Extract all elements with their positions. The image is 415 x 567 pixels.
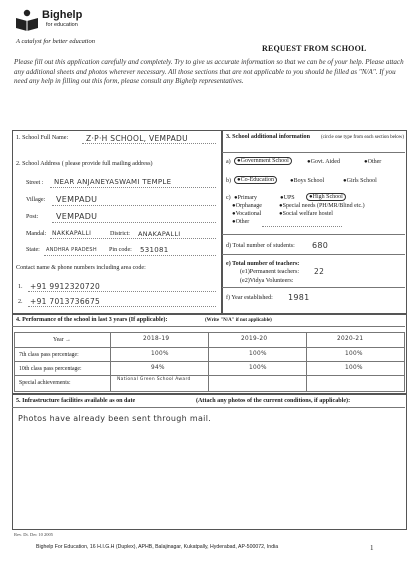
village-label: Village: xyxy=(26,197,46,203)
year-col-2: 2019-20 xyxy=(241,336,268,342)
contact-label: Contact name & phone numbers including area code: xyxy=(16,265,146,271)
row-10th-label: 10th class pass percentage: xyxy=(19,366,82,372)
address-label: 2. School Address ( please provide full mailing address) xyxy=(16,161,153,167)
option-other-type[interactable]: ●Other xyxy=(364,159,382,165)
state-label: State: xyxy=(26,247,40,253)
district-label: District: xyxy=(110,231,130,237)
year-col-3: 2020-21 xyxy=(337,336,364,342)
pin-label: Pin code: xyxy=(109,247,132,253)
logo-book-icon xyxy=(14,8,40,32)
row-c-prefix: c) xyxy=(226,195,231,201)
row-7th-value-3[interactable]: 100% xyxy=(345,351,363,357)
row-b-prefix: b) xyxy=(226,178,231,184)
year-header: Year → xyxy=(53,337,71,343)
mandal-value[interactable]: NAKKAPALLI xyxy=(52,230,92,237)
tagline: A catalyst for better education xyxy=(16,38,95,45)
row-special-value-1[interactable]: National Green School Award xyxy=(117,377,191,382)
permanent-teachers-label: (e1)Permanent teachers: xyxy=(240,269,300,275)
option-govt-aided[interactable]: ●Govt. Aided xyxy=(307,159,340,165)
mandal-label: Mandal: xyxy=(26,231,47,237)
students-value[interactable]: 680 xyxy=(312,241,329,250)
brand-name: Bighelp xyxy=(42,9,83,21)
option-boys-school[interactable]: ●Boys School xyxy=(290,178,325,184)
phone1-value[interactable]: +91 9912320720 xyxy=(30,282,101,291)
row-special-label: Special achievements: xyxy=(19,380,71,386)
row-10th-value-3[interactable]: 100% xyxy=(345,365,363,371)
option-government-school[interactable]: ●Government School xyxy=(234,157,292,165)
section3-title: 3. School additional information xyxy=(226,134,310,140)
row-a-prefix: a) xyxy=(226,159,231,165)
pin-value[interactable]: 531081 xyxy=(140,246,169,254)
school-name-label: 1. School Full Name: xyxy=(16,135,69,141)
option-girls-school[interactable]: ●Girls School xyxy=(343,178,377,184)
row-10th-value-2[interactable]: 100% xyxy=(249,365,267,371)
row-7th-value-1[interactable]: 100% xyxy=(151,351,169,357)
section5-title: 5. Infrastructure facilities available as on date xyxy=(16,398,136,404)
bighelp-logo xyxy=(14,8,40,32)
infrastructure-value[interactable]: Photos have already been sent through mail. xyxy=(18,414,212,423)
section5-title-note: (Attach any photos of the current conditions, if applicable): xyxy=(196,398,351,404)
option-special-needs[interactable]: ●Special needs (PH/MR/Blind etc.) xyxy=(279,203,365,209)
year-established-label: f) Year established: xyxy=(226,295,273,301)
district-value[interactable]: ANAKAPALLI xyxy=(138,230,181,238)
street-label: Street : xyxy=(26,180,44,186)
row-10th-value-1[interactable]: 94% xyxy=(151,365,165,371)
teachers-label: e) Total number of teachers: xyxy=(226,261,300,267)
option-ups[interactable]: ●UPS xyxy=(280,195,295,201)
revision-date: Rev. Dt. Dec 10 2005 xyxy=(14,532,53,537)
performance-table xyxy=(14,332,405,392)
section4-title: 4. Performance of the school in last 3 years (If applicable): xyxy=(16,317,168,323)
section3-title-note: (circle one type from each section below) xyxy=(321,134,405,140)
year-col-1: 2018-19 xyxy=(143,336,170,342)
option-orphanage[interactable]: ●Orphanage xyxy=(232,203,262,209)
village-value[interactable]: VEMPADU xyxy=(56,195,98,204)
school-name-value[interactable]: Z·P·H SCHOOL, VEMPADU xyxy=(86,134,188,143)
page-number: 1 xyxy=(370,544,374,552)
row-7th-label: 7th class pass percentage: xyxy=(19,352,79,358)
year-established-value[interactable]: 1981 xyxy=(288,293,310,302)
page-title: REQUEST FROM SCHOOL xyxy=(262,44,367,53)
option-social-welfare-hostel[interactable]: ●Social welfare hostel xyxy=(279,211,333,217)
post-label: Post: xyxy=(26,214,39,220)
option-co-education[interactable]: ●Co-Education xyxy=(234,176,277,184)
section4-title-note: (Write "N/A" if not applicable) xyxy=(205,318,272,323)
phone2-value[interactable]: +91 7013736675 xyxy=(30,297,101,306)
footer-address: Bighelp For Education, 16 H.I.G.H (Duplex), APHB, Balajinagar, Kukatpally, Hyderabad, AP-500072, India xyxy=(36,544,279,550)
option-high-school[interactable]: ●High School xyxy=(306,193,346,201)
intro-paragraph: Please fill out this application carefully and completely. Try to give us accurate information so that we can be of your help. Please attach any additional sheets and photos wherever necessary. All those sections that are not applicable to you should be filled as "N/A". If you need any help in filling out this form, please consult any Bighelp representatives. xyxy=(14,58,404,86)
students-label: d) Total number of students: xyxy=(226,243,295,249)
option-vocational[interactable]: ●Vocational xyxy=(232,211,262,217)
option-primary[interactable]: ●Primary xyxy=(234,195,257,201)
phone1-number-label: 1. xyxy=(18,284,23,290)
permanent-teachers-value[interactable]: 22 xyxy=(314,267,325,276)
phone2-number-label: 2. xyxy=(18,299,23,305)
row-7th-value-2[interactable]: 100% xyxy=(249,351,267,357)
state-value[interactable]: ANDHRA PRADESH xyxy=(46,247,97,253)
option-other-category[interactable]: ●Other xyxy=(232,219,250,225)
vidya-volunteers-label: (e2)Vidya Volunteers: xyxy=(240,278,294,284)
brand-subtitle: for education xyxy=(46,22,78,28)
post-value[interactable]: VEMPADU xyxy=(56,212,98,221)
street-value[interactable]: NEAR ANJANEYASWAMI TEMPLE xyxy=(54,178,172,186)
